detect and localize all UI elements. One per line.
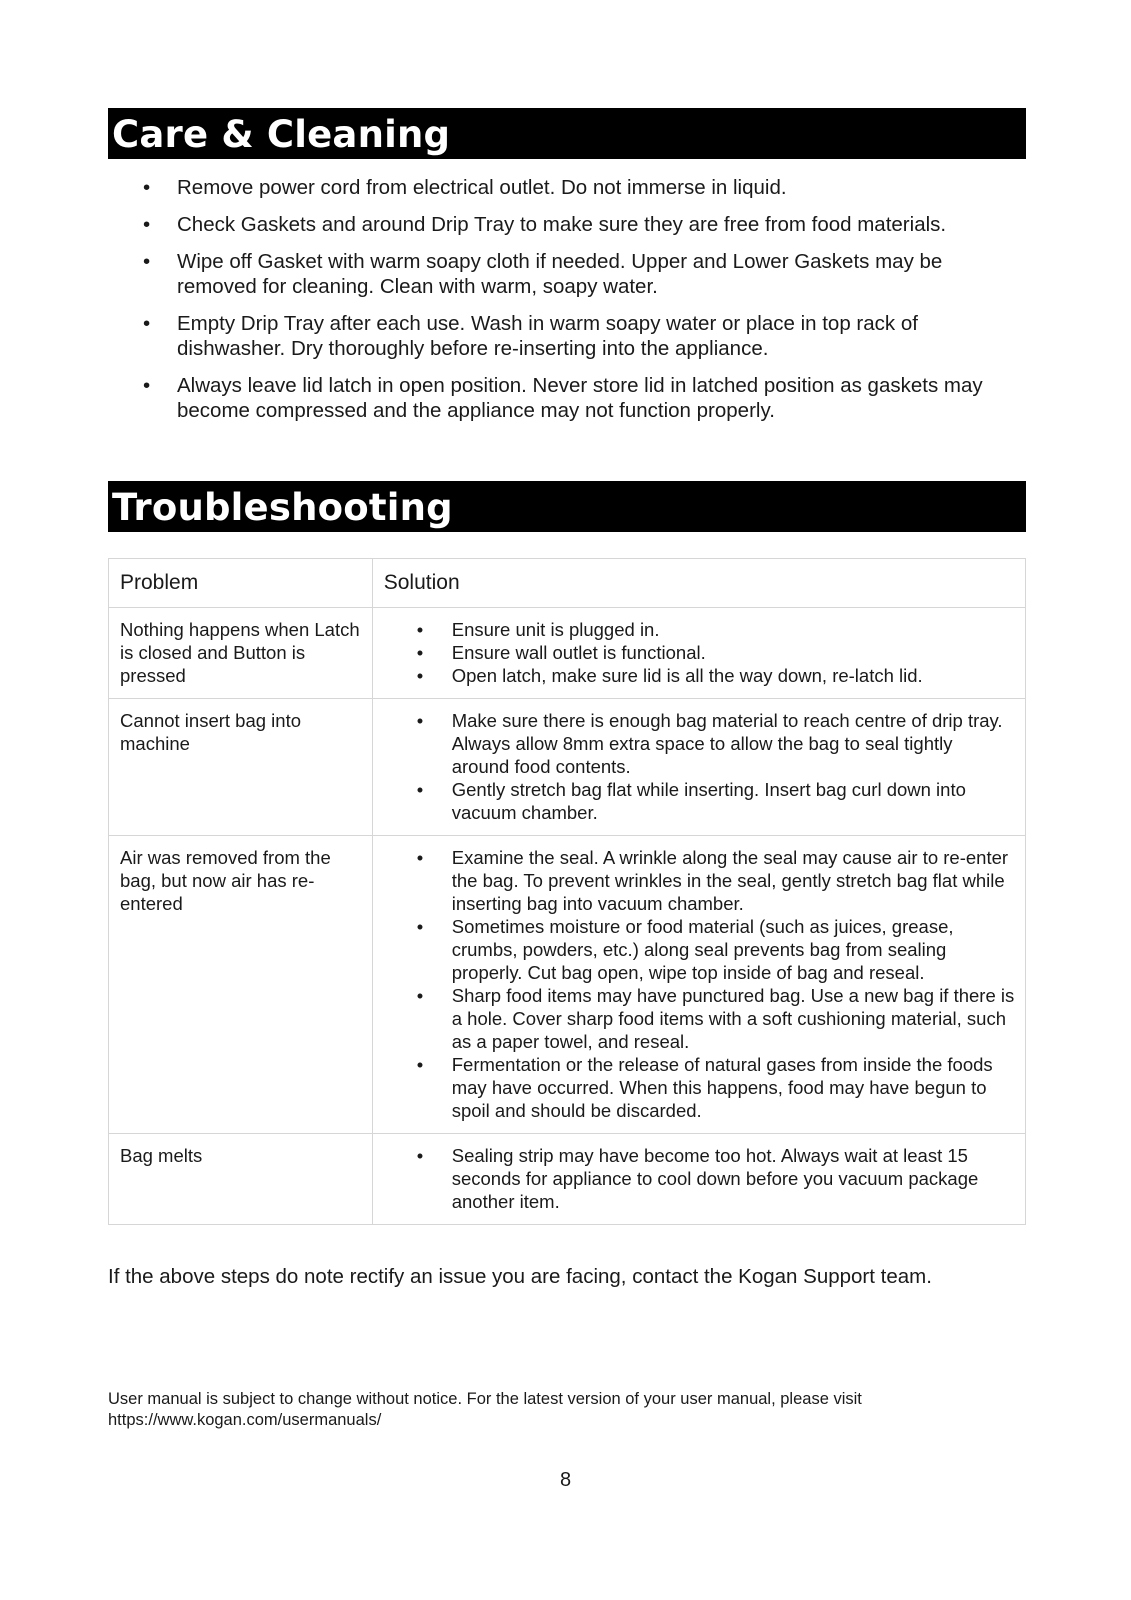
bullet-icon: • — [143, 250, 151, 273]
problem-cell: Cannot insert bag into machine — [109, 699, 373, 836]
solution-cell — [372, 1134, 1025, 1225]
solution-list — [384, 618, 1015, 687]
care-item-text: Remove power cord from electrical outlet. Do not immerse in liquid. — [177, 176, 787, 199]
care-cleaning-list — [108, 175, 1026, 435]
solution-cell — [372, 699, 1025, 836]
bullet-icon: • — [416, 665, 424, 686]
table-header-row — [109, 559, 1026, 608]
bullet-icon: • — [416, 779, 424, 800]
support-contact-text: If the above steps do note rectify an issue you are facing, contact the Kogan Support team. — [108, 1265, 932, 1288]
solution-item — [384, 1144, 1015, 1213]
care-item-text: Check Gaskets and around Drip Tray to make sure they are free from food materials. — [177, 213, 947, 236]
solution-text: Sealing strip may have become too hot. Always wait at least 15 seconds for appliance to cool down before you vacuum package another item. — [451, 1145, 979, 1212]
page-number: 8 — [559, 1469, 572, 1491]
care-cleaning-heading: Care & Cleaning — [108, 108, 1026, 159]
solution-item — [384, 618, 1015, 641]
problem-cell: Air was removed from the bag, but now air has re-entered — [109, 836, 373, 1134]
bullet-icon: • — [416, 619, 424, 640]
bullet-icon: • — [416, 1054, 424, 1075]
solution-text: Sometimes moisture or food material (such as juices, grease, crumbs, powders, etc.) along seal prevents bag from sealing properly. Cut bag open, wipe top inside of bag and reseal. — [451, 916, 954, 983]
solution-text: Fermentation or the release of natural gases from inside the foods may have occurred. When this happens, food may have begun to spoil and should be discarded. — [451, 1054, 993, 1121]
bullet-icon: • — [416, 710, 424, 731]
solution-text: Open latch, make sure lid is all the way down, re-latch lid. — [451, 665, 923, 686]
solution-text: Make sure there is enough bag material to reach centre of drip tray. Always allow 8mm extra space to allow the bag to seal tightly around food contents. — [451, 710, 1003, 777]
solution-item — [384, 778, 1015, 824]
solution-cell — [372, 836, 1025, 1134]
bullet-icon: • — [143, 312, 151, 335]
solution-item — [384, 915, 1015, 984]
bullet-icon: • — [416, 916, 424, 937]
care-item — [108, 311, 1026, 361]
manual-notice-text: User manual is subject to change without notice. For the latest version of your user manual, please visit https://www.kogan.com/usermanuals/ — [108, 1390, 862, 1429]
solution-cell — [372, 608, 1025, 699]
table-row — [109, 836, 1026, 1134]
bullet-icon: • — [416, 985, 424, 1006]
bullet-icon: • — [143, 176, 151, 199]
problem-cell: Bag melts — [109, 1134, 373, 1225]
solution-text: Gently stretch bag flat while inserting. Insert bag curl down into vacuum chamber. — [451, 779, 966, 823]
solution-item — [384, 984, 1015, 1053]
care-item-text: Empty Drip Tray after each use. Wash in warm soapy water or place in top rack of dishwasher. Dry thoroughly before re-inserting into the appliance. — [177, 312, 918, 360]
care-item — [108, 249, 1026, 299]
care-item — [108, 212, 1026, 237]
troubleshooting-heading: Troubleshooting — [108, 481, 1026, 532]
solution-item — [384, 709, 1015, 778]
solution-list — [384, 709, 1015, 824]
solution-text: Ensure unit is plugged in. — [451, 619, 660, 640]
bullet-icon: • — [416, 642, 424, 663]
column-header-solution: Solution — [372, 559, 1025, 608]
solution-item — [384, 641, 1015, 664]
problem-cell: Nothing happens when Latch is closed and Button is pressed — [109, 608, 373, 699]
bullet-icon: • — [143, 213, 151, 236]
care-item — [108, 175, 1026, 200]
table-row — [109, 608, 1026, 699]
bullet-icon: • — [143, 374, 151, 397]
solution-list — [384, 846, 1015, 1122]
solution-list — [384, 1144, 1015, 1213]
table-row — [109, 1134, 1026, 1225]
column-header-problem: Problem — [109, 559, 373, 608]
solution-item — [384, 846, 1015, 915]
solution-text: Examine the seal. A wrinkle along the seal may cause air to re-enter the bag. To prevent wrinkles in the seal, gently stretch bag flat while inserting bag into vacuum chamber. — [451, 847, 1009, 914]
bullet-icon: • — [416, 1145, 424, 1166]
solution-text: Ensure wall outlet is functional. — [451, 642, 706, 663]
care-item-text: Always leave lid latch in open position. Never store lid in latched position as gaskets may become compressed and the appliance may not function properly. — [177, 374, 983, 422]
solution-item — [384, 1053, 1015, 1122]
care-item — [108, 373, 1026, 423]
care-item-text: Wipe off Gasket with warm soapy cloth if needed. Upper and Lower Gaskets may be removed for cleaning. Clean with warm, soapy water. — [177, 250, 943, 298]
troubleshooting-table — [108, 558, 1026, 1225]
table-row — [109, 699, 1026, 836]
bullet-icon: • — [416, 847, 424, 868]
solution-text: Sharp food items may have punctured bag. Use a new bag if there is a hole. Cover sharp food items with a soft cushioning material, such as a paper towel, and reseal. — [451, 985, 1015, 1052]
solution-item — [384, 664, 1015, 687]
